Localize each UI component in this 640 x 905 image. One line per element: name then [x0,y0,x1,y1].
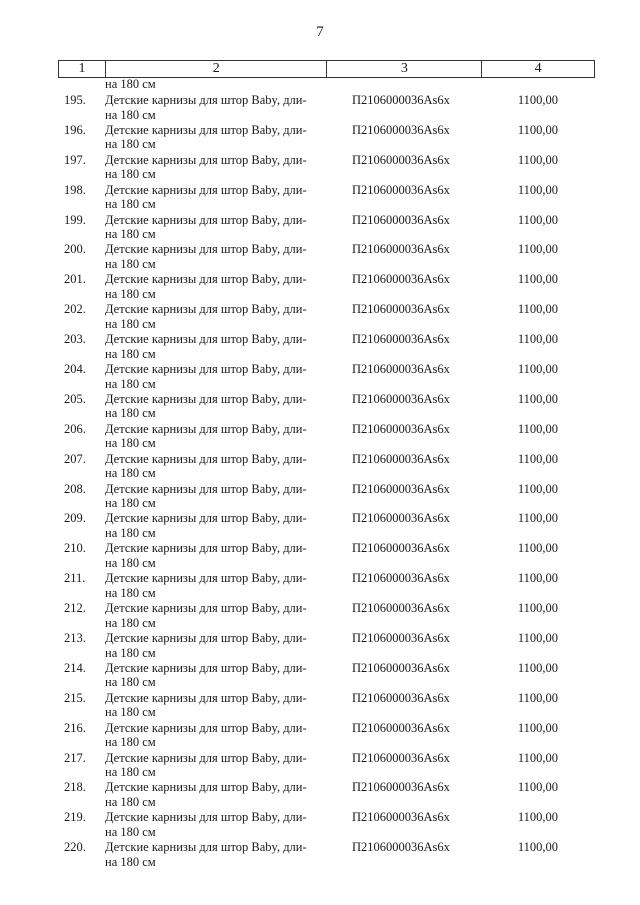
row-price: 1100,00 [517,272,558,287]
table-row [58,272,595,302]
row-description-line1: Детские карнизы для штор Baby, дли- [105,690,307,705]
row-code: П2106000036Аs6x [352,840,450,855]
row-price: 1100,00 [517,93,558,107]
table-row [58,840,595,870]
row-code: П2106000036Аs6x [352,690,450,705]
row-description [105,482,325,511]
row-number: 205. [64,391,86,406]
row-description-line2: на 180 см [105,137,156,152]
row-number: 210. [64,541,86,556]
row-code: П2106000036Аs6x [352,302,450,317]
row-number: 203. [64,332,86,347]
table-row [58,661,595,691]
row-description-line1: Детские карнизы для штор Baby, дли- [105,810,307,825]
row-number: 198. [64,182,86,197]
row-price: 1100,00 [517,481,558,496]
row-price: 1100,00 [517,182,558,197]
row-container [58,93,595,870]
row-price: 1100,00 [517,571,558,586]
row-number: 218. [64,780,86,795]
row-description-line1: Детские карнизы для штор Baby, дли- [105,750,307,765]
row-number: 217. [64,750,86,765]
column-header-row [59,61,595,78]
row-description-line1: Детские карнизы для штор Baby, дли- [105,660,307,675]
row-description [105,392,325,421]
row-price: 1100,00 [517,631,558,646]
row-code: П2106000036Аs6x [352,421,450,436]
row-description-line2: на 180 см [105,675,156,690]
row-description [105,661,325,690]
row-description-line2: на 180 см [105,167,156,182]
row-number: 216. [64,720,86,735]
row-description-line1: Детские карнизы для штор Baby, дли- [105,541,307,556]
column-header-1: 1 [59,61,106,78]
row-code: П2106000036Аs6x [352,332,450,347]
row-description-line2: на 180 см [105,376,156,391]
row-number: 219. [64,810,86,825]
row-description-line1: Детские карнизы для штор Baby, дли- [105,332,307,347]
row-description-line2: на 180 см [105,107,156,122]
row-description-line1: Детские карнизы для штор Baby, дли- [105,212,307,227]
table-row [58,422,595,452]
row-description [105,631,325,660]
row-price: 1100,00 [517,302,558,317]
row-description-line2: на 180 см [105,585,156,600]
row-price: 1100,00 [517,242,558,257]
row-description-line1: Детские карнизы для штор Baby, дли- [105,511,307,526]
row-number: 220. [64,840,86,855]
row-description-line2: на 180 см [105,436,156,451]
row-price: 1100,00 [517,780,558,795]
table-row [58,362,595,392]
row-price: 1100,00 [517,332,558,347]
page-number: 7 [316,24,324,40]
table-row [58,631,595,661]
row-description-line1: Детские карнизы для штор Baby, дли- [105,152,307,167]
row-code: П2106000036Аs6x [352,750,450,765]
row-description [105,213,325,242]
row-code: П2106000036Аs6x [352,391,450,406]
row-number: 201. [64,272,86,287]
row-description-line2: на 180 см [105,794,156,809]
row-description-line2: на 180 см [105,555,156,570]
column-header-2: 2 [105,61,327,78]
row-price: 1100,00 [517,750,558,765]
row-number: 215. [64,690,86,705]
row-price: 1100,00 [517,810,558,825]
row-description-line2: на 180 см [105,765,156,780]
row-description-line1: Детские карнизы для штор Baby, дли- [105,840,307,855]
row-code: П2106000036Аs6x [352,810,450,825]
row-description-line1: Детские карнизы для штор Baby, дли- [105,631,307,646]
table-row [58,153,595,183]
row-number: 202. [64,302,86,317]
row-code: П2106000036Аs6x [352,122,450,137]
row-description [105,511,325,540]
row-description [105,153,325,182]
row-description [105,242,325,271]
row-code: П2106000036Аs6x [352,451,450,466]
row-description-line1: Детские карнизы для штор Baby, дли- [105,720,307,735]
row-code: П2106000036Аs6x [352,212,450,227]
row-code: П2106000036Аs6x [352,601,450,616]
table-row [58,242,595,272]
row-price: 1100,00 [517,840,558,855]
row-price: 1100,00 [517,152,558,167]
row-description-line2: на 180 см [105,735,156,750]
column-header-3: 3 [327,61,482,78]
row-description-line2: на 180 см [105,197,156,212]
row-price: 1100,00 [517,660,558,675]
row-code: П2106000036Аs6x [352,182,450,197]
row-price: 1100,00 [517,451,558,466]
row-description-line1: Детские карнизы для штор Baby, дли- [105,601,307,616]
row-description-line2: на 180 см [105,227,156,242]
table-row [58,332,595,362]
row-description-line1: Детские карнизы для штор Baby, дли- [105,571,307,586]
row-description [105,541,325,570]
row-description [105,302,325,331]
row-number: 214. [64,660,86,675]
row-number: 196. [64,122,86,137]
row-description [105,422,325,451]
row-description-line1: Детские карнизы для штор Baby, дли- [105,242,307,257]
row-description [105,691,325,720]
row-price: 1100,00 [517,391,558,406]
row-description-line2: на 180 см [105,346,156,361]
row-code: П2106000036Аs6x [352,541,450,556]
row-description [105,123,325,152]
row-price: 1100,00 [517,362,558,377]
table-row [58,691,595,721]
row-description-line1: Детские карнизы для штор Baby, дли- [105,362,307,377]
row-number: 200. [64,242,86,257]
table-row [58,123,595,153]
table-row [58,780,595,810]
table-row [58,302,595,332]
row-description [105,272,325,301]
table-row [58,751,595,781]
table-row [58,541,595,571]
row-description [105,751,325,780]
row-number: 211. [64,571,86,586]
table-row [58,183,595,213]
row-price: 1100,00 [517,601,558,616]
row-number: 204. [64,362,86,377]
row-code: П2106000036Аs6x [352,152,450,167]
row-description-line2: на 180 см [105,466,156,481]
continuation-text: на 180 см [105,77,156,91]
row-code: П2106000036Аs6x [352,481,450,496]
row-code: П2106000036Аs6x [352,631,450,646]
row-description-line2: на 180 см [105,316,156,331]
row-code: П2106000036Аs6x [352,660,450,675]
row-description-line2: на 180 см [105,645,156,660]
row-description-line2: на 180 см [105,525,156,540]
row-description-line2: на 180 см [105,286,156,301]
column-header-table [58,60,595,78]
row-code: П2106000036Аs6x [352,242,450,257]
row-description-line1: Детские карнизы для штор Baby, дли- [105,391,307,406]
row-number: 209. [64,511,86,526]
table-row [58,392,595,422]
continuation-line [58,77,595,93]
table-row [58,571,595,601]
row-number: 213. [64,631,86,646]
table-row [58,601,595,631]
row-description [105,780,325,809]
row-description-line2: на 180 см [105,854,156,869]
row-description-line1: Детские карнизы для штор Baby, дли- [105,182,307,197]
row-description [105,721,325,750]
row-description-line1: Детские карнизы для штор Baby, дли- [105,93,307,107]
row-price: 1100,00 [517,541,558,556]
row-number: 197. [64,152,86,167]
row-description-line2: на 180 см [105,496,156,511]
table-row [58,721,595,751]
row-price: 1100,00 [517,720,558,735]
table-body [58,77,595,870]
row-description [105,601,325,630]
table-row [58,213,595,243]
row-description [105,840,325,869]
row-price: 1100,00 [517,212,558,227]
row-description [105,332,325,361]
row-code: П2106000036Аs6x [352,93,450,107]
row-code: П2106000036Аs6x [352,780,450,795]
row-description-line1: Детские карнизы для штор Baby, дли- [105,122,307,137]
row-description [105,362,325,391]
row-code: П2106000036Аs6x [352,362,450,377]
row-description-line1: Детские карнизы для штор Baby, дли- [105,272,307,287]
column-header-4: 4 [482,61,595,78]
row-price: 1100,00 [517,421,558,436]
row-description-line1: Детские карнизы для штор Baby, дли- [105,780,307,795]
row-number: 212. [64,601,86,616]
row-number: 208. [64,481,86,496]
row-code: П2106000036Аs6x [352,511,450,526]
table-row [58,482,595,512]
row-description-line2: на 180 см [105,406,156,421]
row-description [105,93,325,122]
row-description-line2: на 180 см [105,256,156,271]
row-code: П2106000036Аs6x [352,571,450,586]
row-code: П2106000036Аs6x [352,720,450,735]
row-description-line1: Детские карнизы для штор Baby, дли- [105,302,307,317]
row-description [105,452,325,481]
table-row [58,511,595,541]
row-description-line1: Детские карнизы для штор Baby, дли- [105,451,307,466]
row-description-line1: Детские карнизы для штор Baby, дли- [105,421,307,436]
row-number: 199. [64,212,86,227]
row-price: 1100,00 [517,511,558,526]
row-code: П2106000036Аs6x [352,272,450,287]
table-row [58,810,595,840]
row-price: 1100,00 [517,122,558,137]
row-description-line2: на 180 см [105,824,156,839]
table-row [58,452,595,482]
row-number: 207. [64,451,86,466]
row-description-line1: Детские карнизы для штор Baby, дли- [105,481,307,496]
row-price: 1100,00 [517,690,558,705]
row-description-line2: на 180 см [105,615,156,630]
row-description-line2: на 180 см [105,705,156,720]
row-description [105,183,325,212]
row-description [105,810,325,839]
row-number: 195. [64,93,86,107]
table-row [58,93,595,123]
row-description [105,571,325,600]
row-number: 206. [64,421,86,436]
